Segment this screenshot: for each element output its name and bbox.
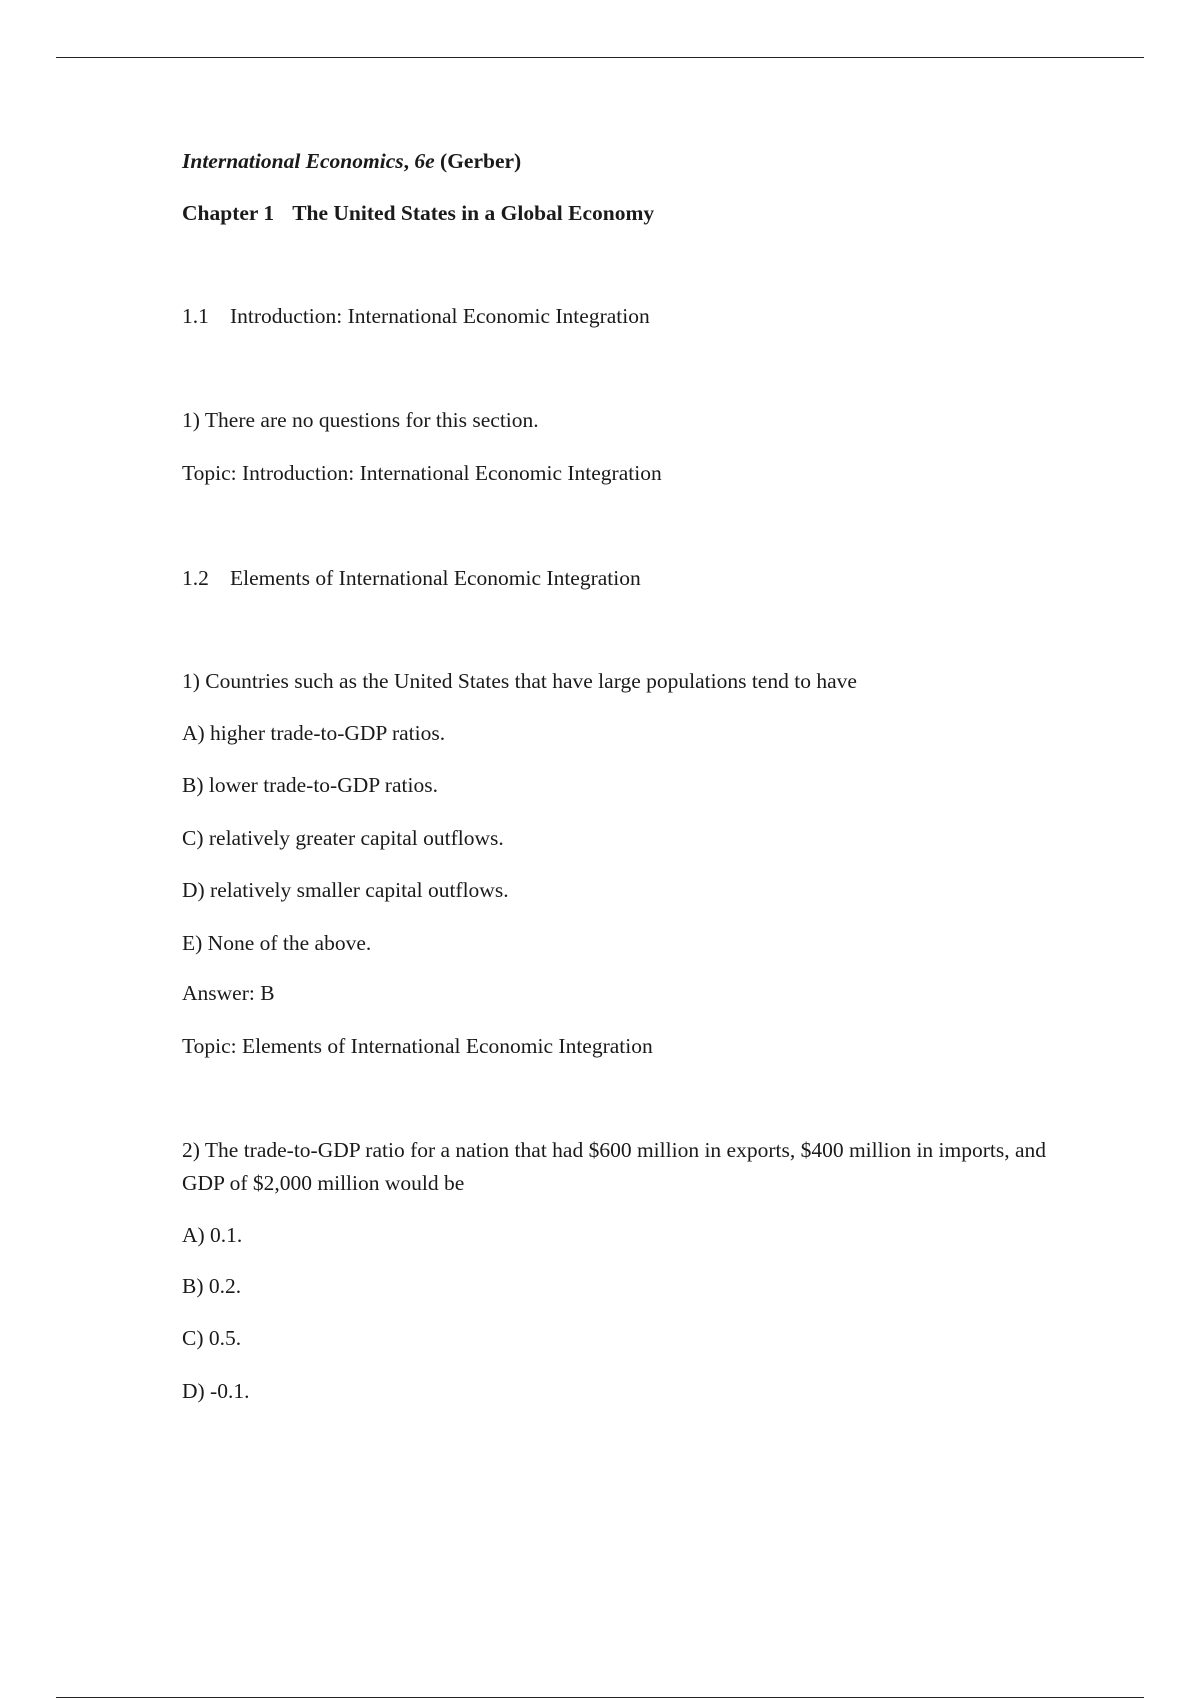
answer-option: A) higher trade-to-GDP ratios. bbox=[182, 721, 446, 745]
answer-option: D) relatively smaller capital outflows. bbox=[182, 878, 509, 902]
question-stem: 1) Countries such as the United States that have large populations tend to have bbox=[182, 669, 857, 693]
answer-option: D) -0.1. bbox=[182, 1379, 250, 1403]
section-number: 1.1 bbox=[182, 304, 209, 328]
section-title: Elements of International Economic Integration bbox=[230, 566, 641, 590]
question-topic: Topic: Introduction: International Economic Integration bbox=[182, 461, 662, 485]
book-edition: 6e bbox=[414, 149, 435, 173]
section-number: 1.2 bbox=[182, 566, 209, 590]
question-topic: Topic: Elements of International Economic Integration bbox=[182, 1034, 653, 1058]
section-title: Introduction: International Economic Integration bbox=[230, 304, 650, 328]
answer-option: A) 0.1. bbox=[182, 1223, 243, 1247]
section-heading bbox=[182, 300, 650, 333]
question-answer: Answer: B bbox=[182, 981, 275, 1005]
bottom-rule bbox=[56, 1697, 1144, 1698]
chapter-title: The United States in a Global Economy bbox=[292, 201, 655, 225]
question-stem: 1) There are no questions for this section. bbox=[182, 408, 539, 432]
book-title: International Economics bbox=[182, 149, 404, 173]
section-heading bbox=[182, 562, 641, 595]
book-author: (Gerber) bbox=[440, 149, 522, 173]
answer-option: E) None of the above. bbox=[182, 931, 372, 955]
question-stem: 2) The trade-to-GDP ratio for a nation that had $600 million in exports, $400 million in imports, and GDP of $2,000 million would be bbox=[182, 1138, 1047, 1195]
answer-option: C) relatively greater capital outflows. bbox=[182, 826, 504, 850]
chapter-heading bbox=[182, 197, 654, 230]
book-title-line: International Economics, 6e (Gerber) bbox=[182, 149, 522, 173]
answer-option: C) 0.5. bbox=[182, 1326, 242, 1350]
top-rule bbox=[56, 57, 1144, 58]
answer-option: B) 0.2. bbox=[182, 1274, 242, 1298]
chapter-label: Chapter 1 bbox=[182, 201, 275, 225]
answer-option: B) lower trade-to-GDP ratios. bbox=[182, 773, 438, 797]
